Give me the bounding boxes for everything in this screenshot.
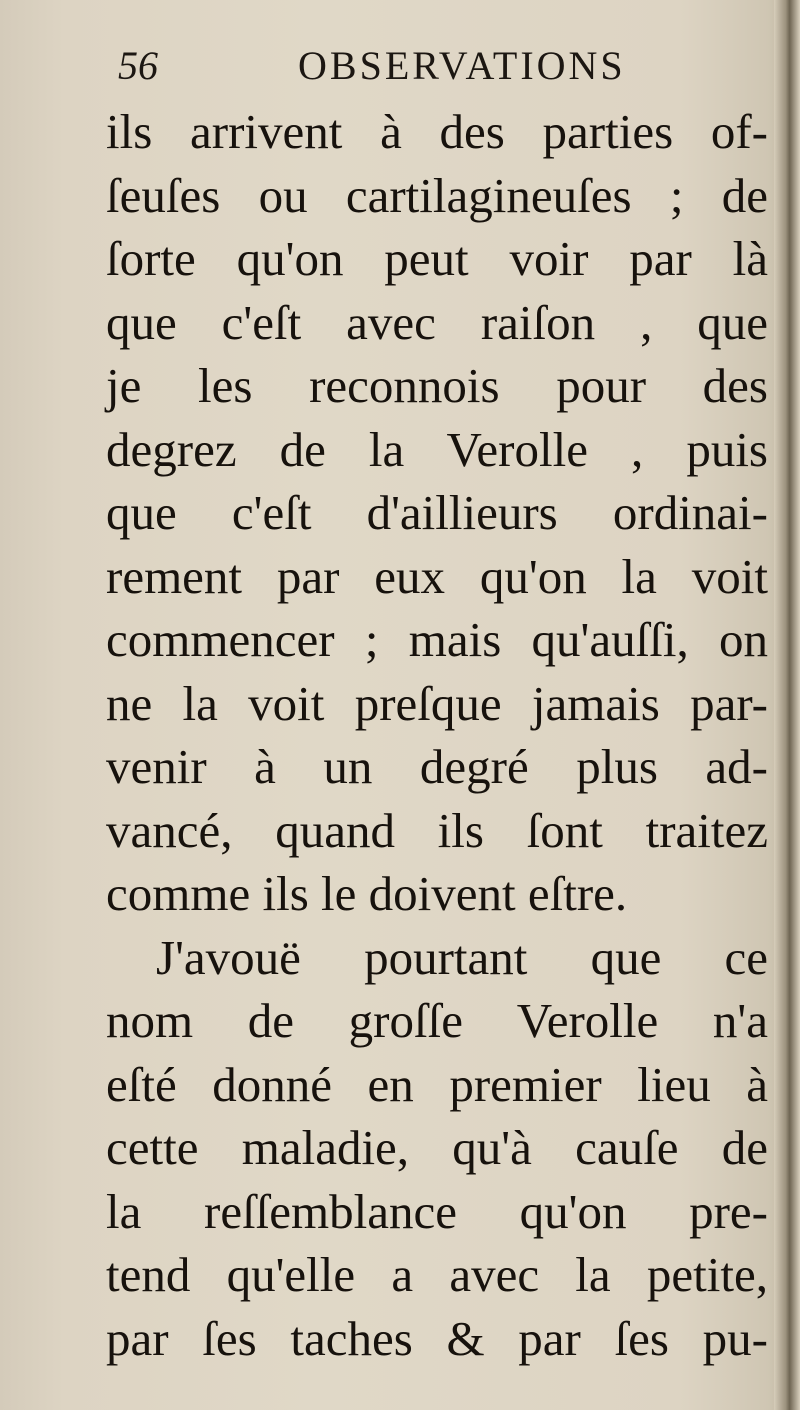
text-line: commencer ; mais qu'auſſi, on bbox=[106, 612, 768, 667]
text-line: venir à un degré plus ad- bbox=[106, 739, 768, 794]
page-number: 56 bbox=[118, 43, 158, 88]
running-title: OBSERVATIONS bbox=[298, 43, 626, 88]
text-line: par ſes taches & par ſes pu- bbox=[106, 1310, 768, 1366]
text-line: vancé, quand ils ſont traitez bbox=[106, 802, 768, 858]
text-line: rement par eux qu'on la voit bbox=[106, 548, 768, 604]
text-line: que c'eſt d'aillieurs ordinai- bbox=[106, 485, 768, 540]
text-line: tend qu'elle a avec la petite, bbox=[106, 1247, 768, 1302]
text-line: nom de groſſe Verolle n'a bbox=[106, 993, 768, 1048]
text-line: ſeuſes ou cartilagineuſes ; de bbox=[106, 167, 768, 223]
body-text bbox=[106, 100, 768, 1370]
page-header bbox=[118, 38, 758, 98]
text-line: ils arrivent à des parties of- bbox=[106, 104, 768, 159]
text-line: je les reconnois pour des bbox=[106, 358, 768, 413]
text-line: J'avouë pourtant que ce bbox=[156, 929, 768, 985]
text-line: la reſſemblance qu'on pre- bbox=[106, 1183, 768, 1239]
text-line: ne la voit preſque jamais par- bbox=[106, 675, 768, 731]
text-line: ſorte qu'on peut voir par là bbox=[106, 231, 768, 286]
text-line: eſté donné en premier lieu à bbox=[106, 1056, 768, 1112]
page-gutter bbox=[774, 0, 800, 1410]
text-line: degrez de la Verolle , puis bbox=[106, 421, 768, 477]
text-line: cette maladie, qu'à cauſe de bbox=[106, 1120, 768, 1175]
text-line: comme ils le doivent eſtre. bbox=[106, 866, 628, 921]
text-line: que c'eſt avec raiſon , que bbox=[106, 294, 768, 350]
